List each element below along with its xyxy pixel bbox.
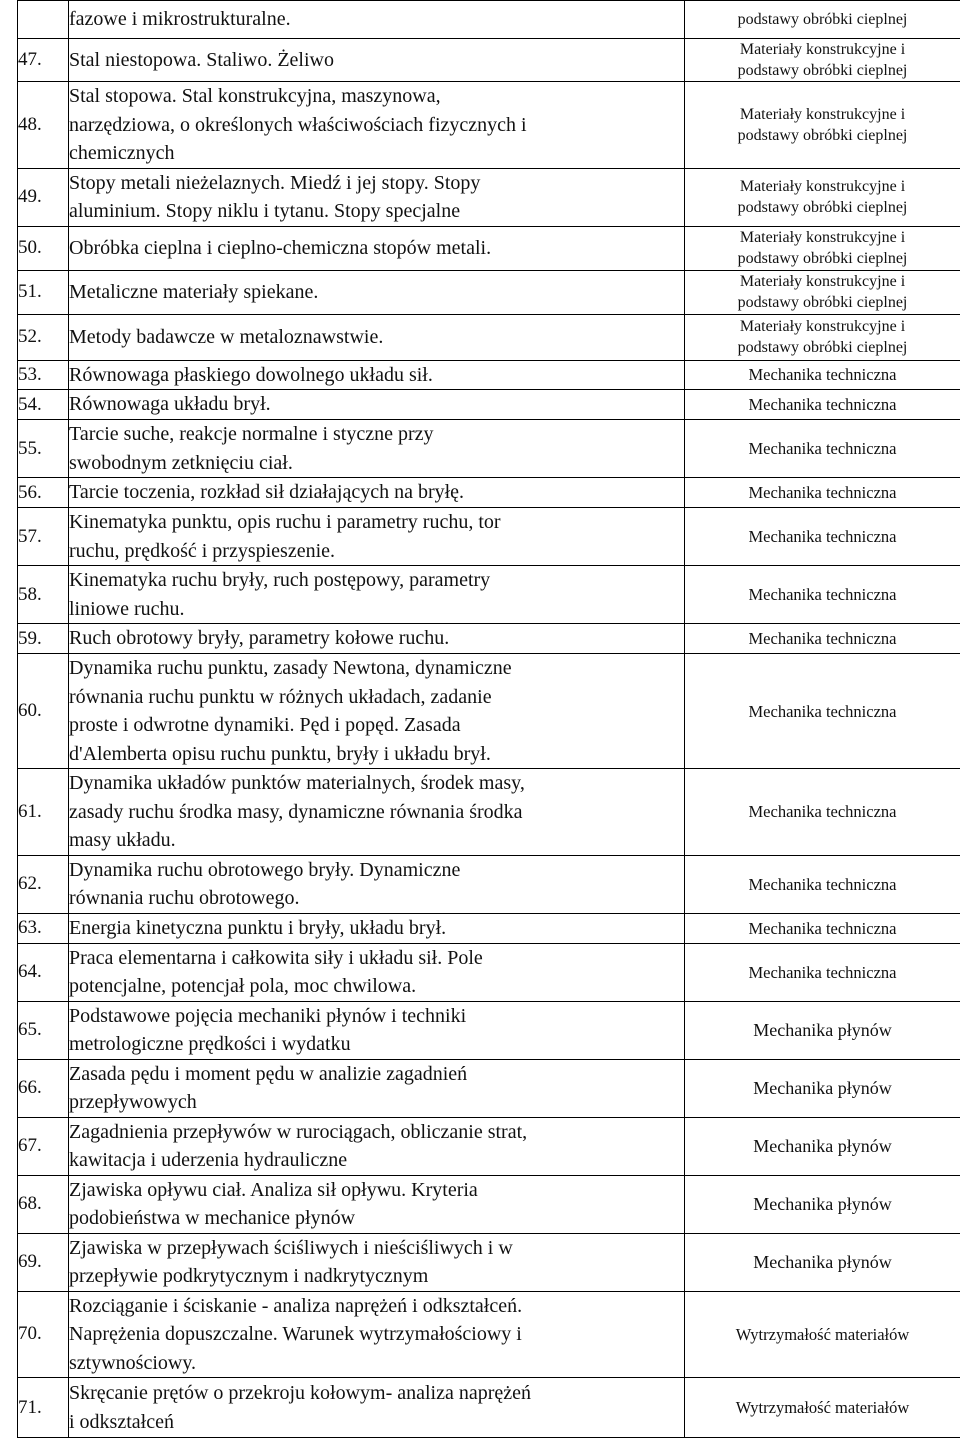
topic-cell — [69, 855, 685, 913]
topic-text — [69, 278, 684, 307]
row-number — [18, 1, 69, 39]
subject-line: Mechanika techniczna — [685, 526, 960, 547]
subject-cell — [685, 168, 960, 226]
topic-line: Kinematyka ruchu bryły, ruch postępowy, parametry — [69, 566, 684, 595]
table-row — [18, 270, 960, 314]
topic-cell — [69, 1378, 685, 1438]
table-row — [18, 390, 960, 420]
subject-cell — [685, 943, 960, 1001]
subject-line: Mechanika techniczna — [685, 701, 960, 722]
row-number: 52. — [18, 314, 69, 360]
topic-cell — [69, 654, 685, 769]
row-number: 62. — [18, 855, 69, 913]
topic-cell — [69, 478, 685, 508]
topic-text — [69, 508, 684, 565]
topic-line: Równowaga płaskiego dowolnego układu sił. — [69, 361, 684, 390]
topic-cell — [69, 1233, 685, 1291]
row-number: 71. — [18, 1378, 69, 1438]
table-row — [18, 478, 960, 508]
row-number: 60. — [18, 654, 69, 769]
topic-line: liniowe ruchu. — [69, 595, 684, 624]
subject-cell — [685, 855, 960, 913]
topic-text — [69, 1060, 684, 1117]
topic-line: Podstawowe pojęcia mechaniki płynów i techniki — [69, 1002, 684, 1031]
table-row — [18, 1001, 960, 1059]
topic-text — [69, 46, 684, 75]
subject-cell — [685, 314, 960, 360]
topic-cell — [69, 1001, 685, 1059]
table-row — [18, 82, 960, 169]
topic-text — [69, 323, 684, 352]
topic-cell — [69, 390, 685, 420]
subject-cell — [685, 566, 960, 624]
subject-line: podstawy obróbki cieplnej — [685, 248, 960, 269]
topic-text — [69, 420, 684, 477]
subject-cell — [685, 1233, 960, 1291]
row-number: 58. — [18, 566, 69, 624]
row-number: 61. — [18, 769, 69, 856]
subject-cell — [685, 1175, 960, 1233]
topic-text — [69, 1118, 684, 1175]
subject-line: Mechanika płynów — [685, 1194, 960, 1215]
topic-line: Równowaga układu brył. — [69, 390, 684, 419]
topic-line: Rozciąganie i ściskanie - analiza naprężeń i odkształceń. — [69, 1292, 684, 1321]
topic-line: Zjawiska w przepływach ściśliwych i nieściśliwych i w — [69, 1234, 684, 1263]
subject-line: podstawy obróbki cieplnej — [685, 60, 960, 81]
topics-table-body — [18, 1, 960, 1438]
topic-line: równania ruchu obrotowego. — [69, 884, 684, 913]
row-number: 68. — [18, 1175, 69, 1233]
topic-text — [69, 5, 684, 34]
topic-line: przepływowych — [69, 1088, 684, 1117]
subject-line: podstawy obróbki cieplnej — [685, 125, 960, 146]
subject-line: Mechanika techniczna — [685, 628, 960, 649]
topic-line: chemicznych — [69, 139, 684, 168]
table-row — [18, 508, 960, 566]
row-number: 65. — [18, 1001, 69, 1059]
table-row — [18, 855, 960, 913]
subject-line: Mechanika techniczna — [685, 394, 960, 415]
subject-line: Materiały konstrukcyjne i — [685, 104, 960, 125]
topic-cell — [69, 82, 685, 169]
subject-cell — [685, 39, 960, 82]
row-number: 49. — [18, 168, 69, 226]
table-row — [18, 1117, 960, 1175]
topic-line: Tarcie toczenia, rozkład sił działających na bryłę. — [69, 478, 684, 507]
topic-cell — [69, 1175, 685, 1233]
topics-table — [17, 0, 960, 1438]
topic-text — [69, 769, 684, 855]
subject-line: Mechanika techniczna — [685, 962, 960, 983]
table-row — [18, 913, 960, 943]
topic-line: Metody badawcze w metaloznawstwie. — [69, 323, 684, 352]
topic-line: kawitacja i uderzenia hydrauliczne — [69, 1146, 684, 1175]
topic-text — [69, 1292, 684, 1378]
topic-line: podobieństwa w mechanice płynów — [69, 1204, 684, 1233]
topic-line: równania ruchu punktu w różnych układach, zadanie — [69, 683, 684, 712]
topic-line: Praca elementarna i całkowita siły i układu sił. Pole — [69, 944, 684, 973]
table-row — [18, 566, 960, 624]
topic-text — [69, 624, 684, 653]
table-row — [18, 1291, 960, 1378]
subject-line: Mechanika techniczna — [685, 438, 960, 459]
topic-text — [69, 478, 684, 507]
table-row — [18, 943, 960, 1001]
subject-cell — [685, 420, 960, 478]
topic-text — [69, 1176, 684, 1233]
subject-cell — [685, 1378, 960, 1438]
table-row — [18, 769, 960, 856]
topic-text — [69, 82, 684, 168]
subject-cell — [685, 226, 960, 270]
topic-cell — [69, 1, 685, 39]
subject-line: Mechanika płynów — [685, 1252, 960, 1273]
subject-line: podstawy obróbki cieplnej — [685, 337, 960, 358]
row-number: 59. — [18, 624, 69, 654]
topic-line: Energia kinetyczna punktu i bryły, układu brył. — [69, 914, 684, 943]
topic-line: Kinematyka punktu, opis ruchu i parametry ruchu, tor — [69, 508, 684, 537]
subject-line: Mechanika płynów — [685, 1136, 960, 1157]
table-row — [18, 1175, 960, 1233]
subject-line: Mechanika płynów — [685, 1020, 960, 1041]
row-number: 64. — [18, 943, 69, 1001]
subject-cell — [685, 769, 960, 856]
table-row — [18, 226, 960, 270]
row-number: 70. — [18, 1291, 69, 1378]
topic-cell — [69, 1059, 685, 1117]
topic-line: Metaliczne materiały spiekane. — [69, 278, 684, 307]
topic-line: Tarcie suche, reakcje normalne i styczne przy — [69, 420, 684, 449]
subject-cell — [685, 390, 960, 420]
row-number: 53. — [18, 360, 69, 390]
row-number: 50. — [18, 226, 69, 270]
subject-line: Materiały konstrukcyjne i — [685, 316, 960, 337]
row-number: 66. — [18, 1059, 69, 1117]
topic-text — [69, 654, 684, 768]
table-row — [18, 624, 960, 654]
table-row — [18, 1233, 960, 1291]
topic-line: Skręcanie prętów o przekroju kołowym- analiza naprężeń — [69, 1379, 684, 1408]
subject-line: Mechanika płynów — [685, 1078, 960, 1099]
topic-line: d'Alemberta opisu ruchu punktu, bryły i układu brył. — [69, 740, 684, 769]
topic-line: Zasada pędu i moment pędu w analizie zagadnień — [69, 1060, 684, 1089]
topic-cell — [69, 1117, 685, 1175]
row-number: 51. — [18, 270, 69, 314]
table-row — [18, 39, 960, 82]
row-number: 69. — [18, 1233, 69, 1291]
topic-text — [69, 944, 684, 1001]
row-number: 63. — [18, 913, 69, 943]
topic-text — [69, 1234, 684, 1291]
topic-line: przepływie podkrytycznym i nadkrytycznym — [69, 1262, 684, 1291]
topic-cell — [69, 913, 685, 943]
subject-cell — [685, 624, 960, 654]
topic-cell — [69, 943, 685, 1001]
subject-line: podstawy obróbki cieplnej — [685, 197, 960, 218]
table-row — [18, 168, 960, 226]
topic-line: Dynamika ruchu obrotowego bryły. Dynamiczne — [69, 856, 684, 885]
topic-line: Stal stopowa. Stal konstrukcyjna, maszynowa, — [69, 82, 684, 111]
topic-line: Ruch obrotowy bryły, parametry kołowe ruchu. — [69, 624, 684, 653]
subject-cell — [685, 1117, 960, 1175]
topic-line: potencjalne, potencjał pola, moc chwilowa. — [69, 972, 684, 1001]
topic-line: Zagadnienia przepływów w rurociągach, obliczanie strat, — [69, 1118, 684, 1147]
topic-text — [69, 914, 684, 943]
subject-line: Mechanika techniczna — [685, 482, 960, 503]
topic-cell — [69, 39, 685, 82]
topic-line: Obróbka cieplna i cieplno-chemiczna stopów metali. — [69, 234, 684, 263]
topic-cell — [69, 624, 685, 654]
subject-cell — [685, 1291, 960, 1378]
topic-line: masy układu. — [69, 826, 684, 855]
subject-line: Wytrzymałość materiałów — [685, 1324, 960, 1345]
topic-text — [69, 169, 684, 226]
topic-text — [69, 856, 684, 913]
topic-line: zasady ruchu środka masy, dynamiczne równania środka — [69, 798, 684, 827]
topic-cell — [69, 168, 685, 226]
topic-cell — [69, 420, 685, 478]
subject-cell — [685, 82, 960, 169]
topic-line: sztywnościowy. — [69, 1349, 684, 1378]
row-number: 47. — [18, 39, 69, 82]
row-number: 54. — [18, 390, 69, 420]
subject-line: Mechanika techniczna — [685, 364, 960, 385]
topic-cell — [69, 566, 685, 624]
row-number: 57. — [18, 508, 69, 566]
subject-cell — [685, 478, 960, 508]
table-row — [18, 1, 960, 39]
subject-line: podstawy obróbki cieplnej — [685, 292, 960, 313]
table-row — [18, 420, 960, 478]
subject-line: Mechanika techniczna — [685, 874, 960, 895]
topic-line: narzędziowa, o określonych właściwościach fizycznych i — [69, 111, 684, 140]
topic-line: swobodnym zetknięciu ciał. — [69, 449, 684, 478]
topic-cell — [69, 360, 685, 390]
topic-line: fazowe i mikrostrukturalne. — [69, 5, 684, 34]
table-row — [18, 1378, 960, 1438]
subject-line: Mechanika techniczna — [685, 801, 960, 822]
topic-text — [69, 566, 684, 623]
topic-text — [69, 390, 684, 419]
subject-line: Materiały konstrukcyjne i — [685, 227, 960, 248]
subject-cell — [685, 360, 960, 390]
row-number: 67. — [18, 1117, 69, 1175]
topic-cell — [69, 1291, 685, 1378]
subject-cell — [685, 1001, 960, 1059]
row-number: 55. — [18, 420, 69, 478]
subject-line: Materiały konstrukcyjne i — [685, 176, 960, 197]
subject-cell — [685, 913, 960, 943]
subject-line: Wytrzymałość materiałów — [685, 1397, 960, 1418]
topic-cell — [69, 226, 685, 270]
table-row — [18, 654, 960, 769]
subject-cell — [685, 1, 960, 39]
topic-line: Dynamika ruchu punktu, zasady Newtona, dynamiczne — [69, 654, 684, 683]
subject-cell — [685, 508, 960, 566]
topic-text — [69, 1379, 684, 1436]
topic-line: Stopy metali nieżelaznych. Miedź i jej stopy. Stopy — [69, 169, 684, 198]
subject-line: Mechanika techniczna — [685, 584, 960, 605]
row-number: 56. — [18, 478, 69, 508]
topic-line: Zjawiska opływu ciał. Analiza sił opływu. Kryteria — [69, 1176, 684, 1205]
topic-cell — [69, 769, 685, 856]
topic-cell — [69, 314, 685, 360]
topic-text — [69, 1002, 684, 1059]
topic-line: ruchu, prędkość i przyspieszenie. — [69, 537, 684, 566]
table-row — [18, 1059, 960, 1117]
table-row — [18, 360, 960, 390]
topic-text — [69, 361, 684, 390]
subject-line: Mechanika techniczna — [685, 918, 960, 939]
topic-line: aluminium. Stopy niklu i tytanu. Stopy specjalne — [69, 197, 684, 226]
topic-cell — [69, 508, 685, 566]
topic-line: metrologiczne prędkości i wydatku — [69, 1030, 684, 1059]
subject-cell — [685, 1059, 960, 1117]
subject-cell — [685, 654, 960, 769]
topic-line: Dynamika układów punktów materialnych, środek masy, — [69, 769, 684, 798]
subject-line: podstawy obróbki cieplnej — [685, 9, 960, 30]
topic-line: Naprężenia dopuszczalne. Warunek wytrzymałościowy i — [69, 1320, 684, 1349]
topic-cell — [69, 270, 685, 314]
subject-cell — [685, 270, 960, 314]
table-row — [18, 314, 960, 360]
topic-line: i odkształceń — [69, 1408, 684, 1437]
subject-line: Materiały konstrukcyjne i — [685, 39, 960, 60]
row-number: 48. — [18, 82, 69, 169]
topic-line: proste i odwrotne dynamiki. Pęd i popęd. Zasada — [69, 711, 684, 740]
subject-line: Materiały konstrukcyjne i — [685, 271, 960, 292]
topic-text — [69, 234, 684, 263]
topic-line: Stal niestopowa. Staliwo. Żeliwo — [69, 46, 684, 75]
